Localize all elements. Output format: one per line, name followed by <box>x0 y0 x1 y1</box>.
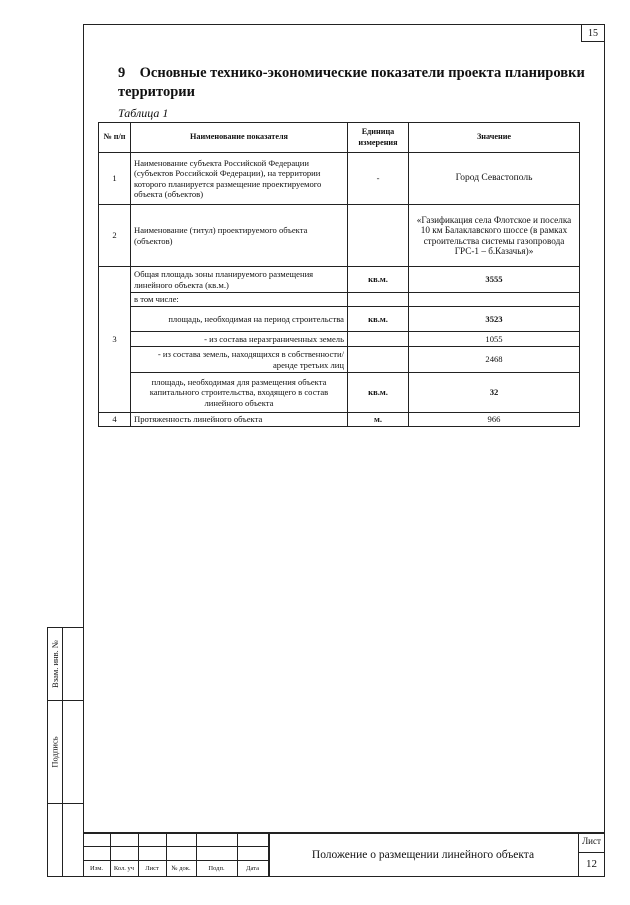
cell-value: 2468 <box>409 347 580 373</box>
cell-unit: кв.м. <box>348 373 409 413</box>
header-value: Значение <box>409 123 580 153</box>
header-num: № п/п <box>99 123 131 153</box>
tb-col-date: Дата <box>246 865 259 872</box>
tb-col-list: Лист <box>145 865 159 872</box>
side-stamp-separator <box>47 803 83 804</box>
sign-stamp-label <box>47 700 63 803</box>
inv-stamp-text: Взам. инв. № <box>50 639 60 688</box>
indicators-table <box>98 122 580 427</box>
table-row <box>99 293 580 307</box>
inv-stamp-label <box>47 627 63 700</box>
tb-col-kol: Кол. уч <box>113 865 135 872</box>
table-row <box>99 332 580 347</box>
table-row <box>99 267 580 293</box>
tb-col-sign: Подп. <box>208 865 225 872</box>
tb-col-doc: № док. <box>171 865 191 872</box>
table-row <box>99 347 580 373</box>
cell-unit: - <box>348 153 409 205</box>
cell-unit: кв.м. <box>348 267 409 293</box>
section-heading <box>118 64 598 102</box>
page-number: 15 <box>581 24 605 42</box>
cell-unit <box>348 347 409 373</box>
cell-value: 1055 <box>409 332 580 347</box>
table-header-row <box>99 123 580 153</box>
title-block-sheet-line <box>578 852 605 853</box>
cell-value <box>409 293 580 307</box>
document-title: Положение о размещении линейного объекта <box>311 848 535 861</box>
tb-col-izm: Изм. <box>90 865 103 872</box>
table-row <box>99 307 580 332</box>
cell-name: площадь, необходимая на период строительства <box>131 307 348 332</box>
table-row <box>99 373 580 413</box>
cell-value: Город Севастополь <box>409 153 580 205</box>
table-row <box>99 205 580 267</box>
cell-unit <box>348 293 409 307</box>
header-unit: Единица измерения <box>348 123 409 153</box>
cell-unit <box>348 332 409 347</box>
cell-value: 966 <box>409 413 580 427</box>
cell-name: площадь, необходимая для размещения объекта капитального строительства, входящего в состав линейного объекта <box>131 373 348 413</box>
cell-value: 3555 <box>409 267 580 293</box>
cell-num: 1 <box>99 153 131 205</box>
cell-num: 3 <box>99 267 131 413</box>
cell-unit <box>348 205 409 267</box>
cell-value: 3523 <box>409 307 580 332</box>
cell-value: «Газификация села Флотское и поселка 10 км Балаклавского шоссе (в рамках строительства системы газопровода ГРС-1 – б.Казачья)» <box>409 205 580 267</box>
cell-name: Общая площадь зоны планируемого размещения линейного объекта (кв.м.) <box>131 267 348 293</box>
table-row <box>99 413 580 427</box>
cell-unit: м. <box>348 413 409 427</box>
table-caption: Таблица 1 <box>118 106 169 120</box>
cell-num: 2 <box>99 205 131 267</box>
section-number: 9 <box>118 65 126 81</box>
sign-stamp-text: Подпись <box>50 735 60 768</box>
section-title: Основные технико-экономические показатели проекта планировки территории <box>118 65 585 100</box>
table-row <box>99 153 580 205</box>
cell-name: Протяженность линейного объекта <box>131 413 348 427</box>
cell-unit: кв.м. <box>348 307 409 332</box>
cell-value: 32 <box>409 373 580 413</box>
sheet-label: Лист <box>582 836 601 846</box>
cell-name: - из состава неразграниченных земель <box>131 332 348 347</box>
cell-name: Наименование субъекта Российской Федерации (субъектов Российской Федерации), на территории которого планируется размещение проектируемого объекта (объектов) <box>131 153 348 205</box>
cell-name: - из состава земель, находящихся в собственности/аренде третьих лиц <box>131 347 348 373</box>
sheet-number: 12 <box>586 858 597 870</box>
header-name: Наименование показателя <box>131 123 348 153</box>
cell-name: Наименование (титул) проектируемого объекта (объектов) <box>131 205 348 267</box>
cell-num: 4 <box>99 413 131 427</box>
cell-name: в том числе: <box>131 293 348 307</box>
